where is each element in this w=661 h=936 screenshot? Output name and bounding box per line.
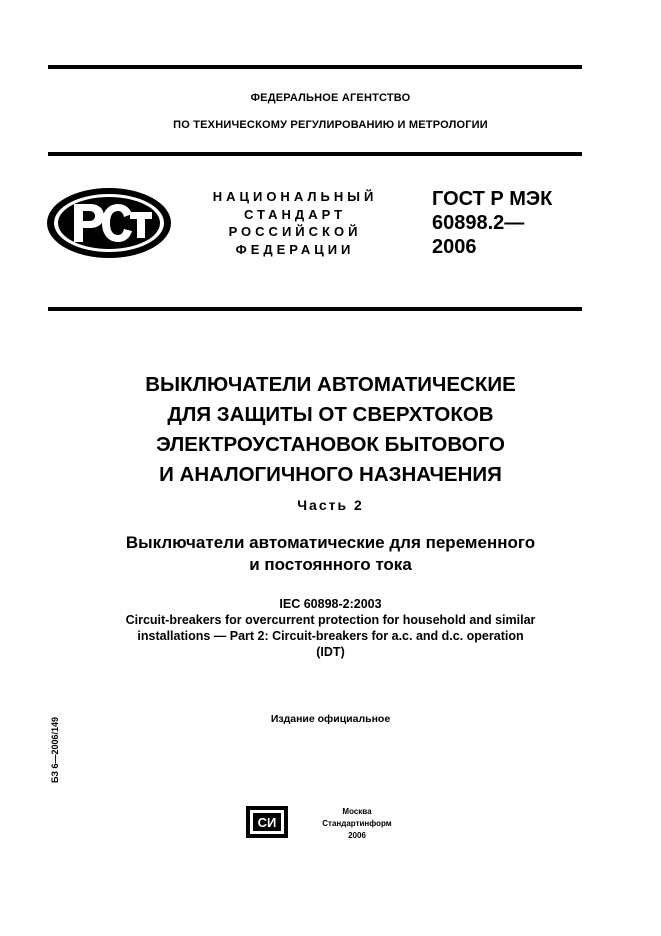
- title-line-4: И АНАЛОГИЧНОГО НАЗНАЧЕНИЯ: [159, 463, 502, 486]
- national-line-4: ФЕДЕРАЦИИ: [235, 242, 355, 257]
- iec-english-line-2: installations — Part 2: Circuit-breakers for a.c. and d.c. operation: [137, 629, 524, 643]
- gost-emblem-icon: [44, 186, 174, 260]
- title-line-1: ВЫКЛЮЧАТЕЛИ АВТОМАТИЧЕСКИЕ: [145, 373, 516, 396]
- gost-designation: [432, 187, 582, 259]
- publisher-year: 2006: [348, 831, 366, 840]
- national-line-3: РОССИЙСКОЙ: [228, 224, 362, 239]
- subtitle-line-1: Выключатели автоматические для переменного: [125, 533, 536, 552]
- title-line-2: ДЛЯ ЗАЩИТЫ ОТ СВЕРХТОКОВ: [167, 403, 494, 426]
- iec-english-line-1: Circuit-breakers for overcurrent protection for household and similar: [125, 613, 536, 627]
- subtitle-line-2: и постоянного тока: [249, 555, 412, 574]
- agency-line-1: ФЕДЕРАЛЬНОЕ АГЕНТСТВО: [250, 92, 411, 104]
- national-line-2: СТАНДАРТ: [243, 207, 347, 222]
- publisher-city: Москва: [342, 807, 372, 816]
- national-line-1: НАЦИОНАЛЬНЫЙ: [212, 189, 378, 204]
- iec-code: IEC 60898-2:2003: [279, 597, 382, 611]
- title-line-3: ЭЛЕКТРОУСТАНОВОК БЫТОВОГО: [156, 433, 505, 456]
- iec-idt: (IDT): [316, 645, 345, 659]
- agency-line-2: ПО ТЕХНИЧЕСКОМУ РЕГУЛИРОВАНИЮ И МЕТРОЛОГИИ: [173, 119, 488, 131]
- publisher-logo-letters: СИ: [257, 815, 277, 830]
- top-rule: [48, 65, 582, 69]
- publisher-logo-icon: [246, 806, 288, 838]
- publisher-block: [302, 806, 412, 842]
- upper-rule: [48, 152, 582, 156]
- lower-rule: [48, 307, 582, 311]
- gost-line-1: ГОСТ Р МЭК: [432, 188, 553, 210]
- part-label: Часть 2: [297, 497, 364, 513]
- gost-line-3: 2006: [432, 236, 477, 258]
- gost-line-2: 60898.2—: [432, 212, 525, 234]
- side-code: БЗ 6—2006/149: [50, 716, 60, 783]
- edition-label: Издание официальное: [270, 713, 391, 725]
- publisher-name: Стандартинформ: [322, 819, 392, 828]
